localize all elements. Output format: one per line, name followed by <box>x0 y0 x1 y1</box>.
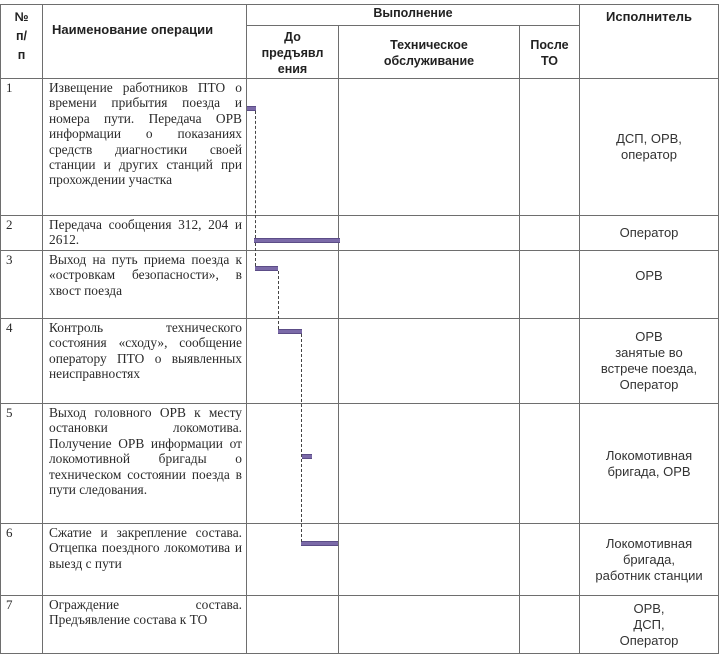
header-execution: Выполнение <box>373 6 453 20</box>
header-operation: Наименование операции <box>52 22 214 37</box>
executor-text: ДСП, ОРВ, оператор <box>616 131 682 162</box>
executor-text: Локомотивная бригада, работник станции <box>595 535 703 583</box>
schedule-connector <box>278 271 279 329</box>
schedule-connector <box>301 334 302 542</box>
row-number: 3 <box>6 252 13 267</box>
header-after-maintenance: После ТО <box>530 38 569 68</box>
row-number: 6 <box>6 525 13 540</box>
col-divider <box>246 4 247 654</box>
executor-text: ОРВ, ДСП, Оператор <box>619 600 679 648</box>
row-number: 2 <box>6 217 13 232</box>
operation-text: Извещение работников ПТО о времени прибытия поезда и номера пути. Передача ОРВ информации о показаниях средств диагностики своей станции и других станций при прохождении участка <box>49 80 242 188</box>
header-num: № п/ п <box>14 10 29 62</box>
header-before-maintenance: До предъявл ения <box>261 30 324 76</box>
schedule-connector <box>255 111 256 238</box>
row-number: 4 <box>6 320 13 335</box>
header-maintenance: Техническое обслуживание <box>383 38 475 68</box>
col-divider <box>338 25 339 654</box>
executor-text: Оператор <box>619 225 679 240</box>
col-divider <box>519 25 520 654</box>
operation-text: Ограждение состава. Предъявление состава к ТО <box>49 597 242 628</box>
executor-text: ОРВ <box>635 268 663 283</box>
schedule-connector <box>255 243 256 266</box>
schedule-bar-row-4 <box>278 329 302 334</box>
schedule-bar-row-3 <box>255 266 278 271</box>
operation-text: Сжатие и закрепление состава. Отцепка поездного локомотива и выезд с пути <box>49 525 242 571</box>
row-number: 1 <box>6 80 13 95</box>
header-subdivider <box>246 25 579 26</box>
schedule-bar-row-6 <box>301 541 338 546</box>
executor-text: ОРВ занятые во встрече поезда, Оператор <box>600 329 698 392</box>
operation-text: Передача сообщения 312, 204 и 2612. <box>49 217 242 248</box>
schedule-bar-row-5 <box>302 454 312 459</box>
schedule-bar-row-2 <box>254 238 340 243</box>
operation-text: Выход на путь приема поезда к «островкам безопасности», в хвост поезда <box>49 252 242 298</box>
row-number: 7 <box>6 597 13 612</box>
row-number: 5 <box>6 405 13 420</box>
operation-text: Выход головного ОРВ к месту остановки локомотива. Получение ОРВ информации от локомотивной бригады о техническом состоянии поезда в пути следования. <box>49 405 242 498</box>
header-executor: Исполнитель <box>606 9 692 24</box>
table-border-top <box>0 4 719 5</box>
operation-text: Контроль технического состояния «сходу», сообщение оператору ПТО о выявленных неисправностях <box>49 320 242 382</box>
executor-text: Локомотивная бригада, ОРВ <box>605 447 693 479</box>
